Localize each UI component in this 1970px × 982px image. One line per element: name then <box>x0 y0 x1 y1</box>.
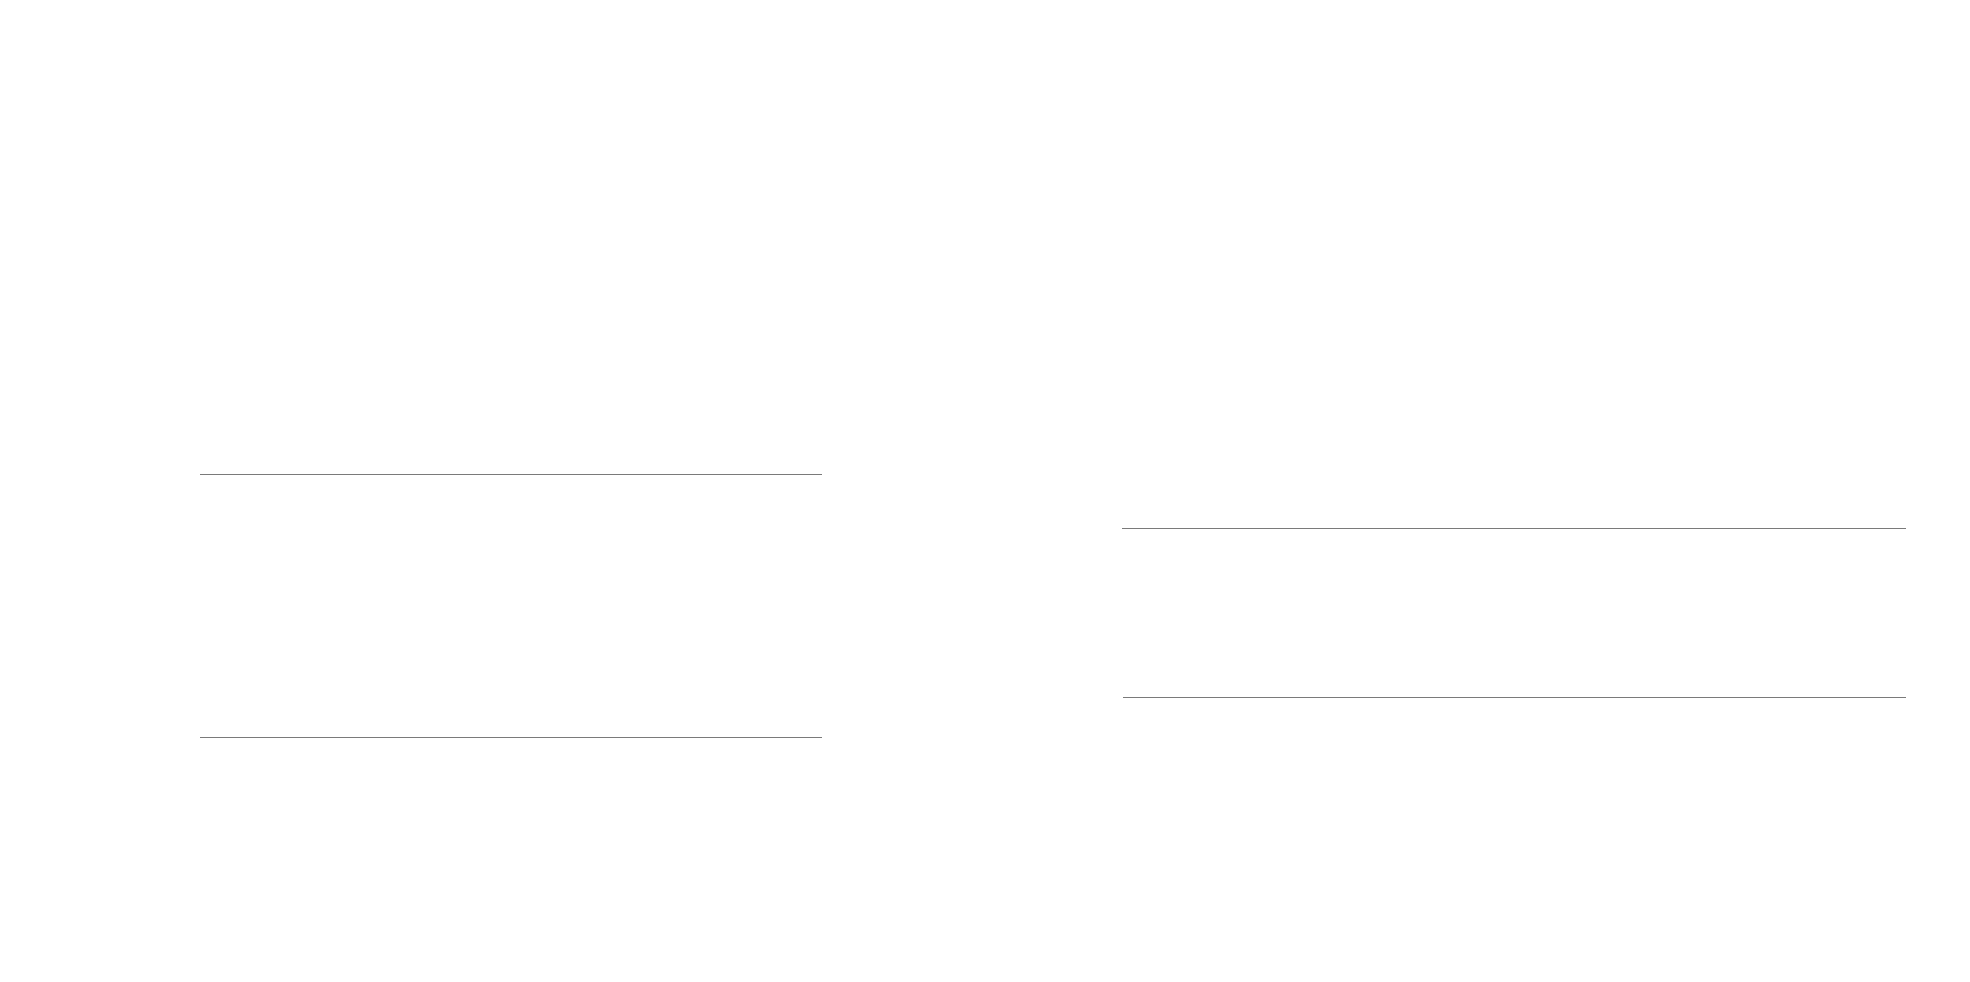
right-top-horizontal-rule <box>1122 528 1906 529</box>
right-bottom-horizontal-rule <box>1123 697 1906 698</box>
left-top-horizontal-rule <box>200 474 822 475</box>
left-bottom-horizontal-rule <box>200 737 822 738</box>
